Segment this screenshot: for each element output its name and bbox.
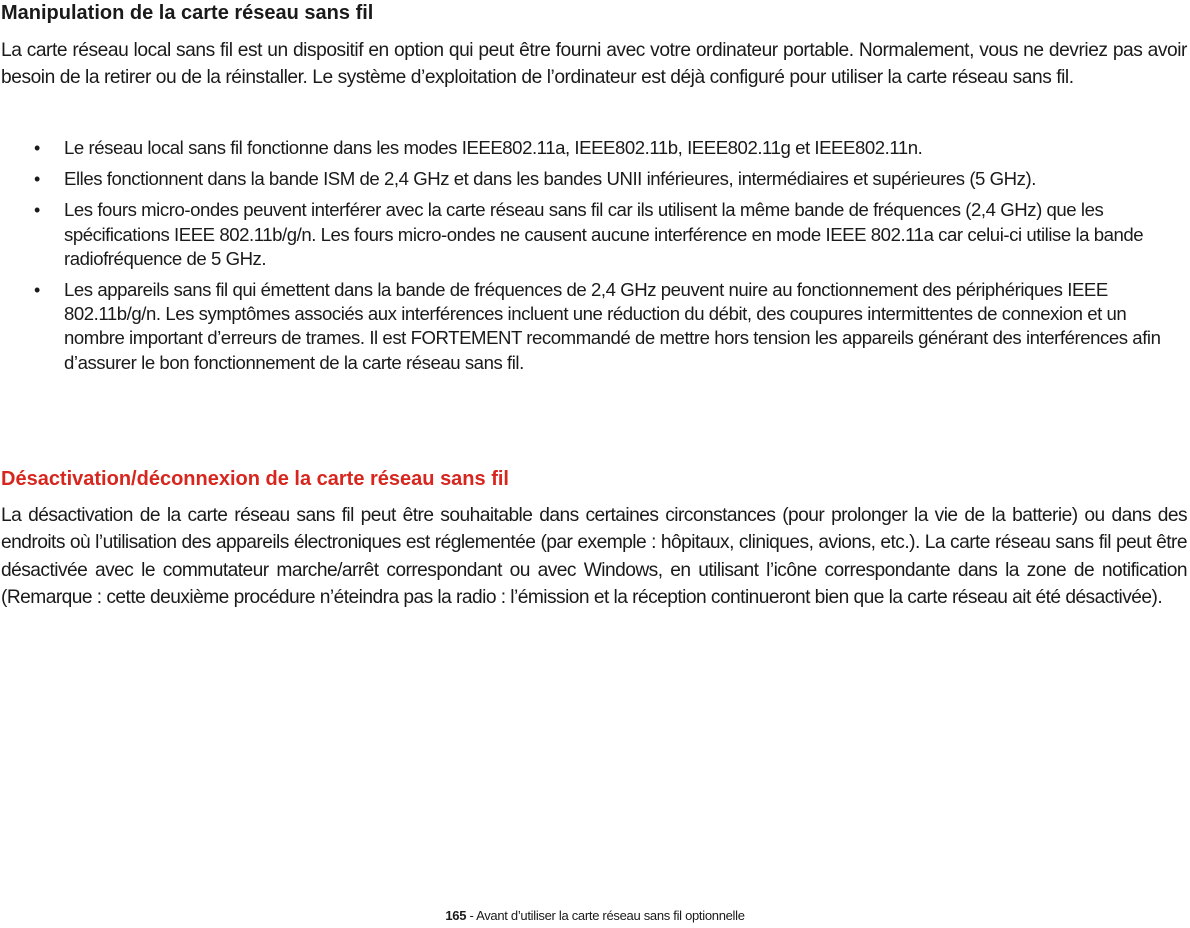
deactivation-paragraph: La désactivation de la carte réseau sans fil peut être souhaitable dans certaines circonstances (pour prolonger la vie de la batterie) ou dans des endroits où l’utilisation des appareils électroniques est réglementée (par exemple : hôpitaux, cliniques, avions, etc.). La carte réseau sans fil peut être désactivée avec le commutateur marche/arrêt correspondant ou avec Windows, en utilisant l’icône correspondante dans la zone de notification (Remarque : cette deuxième procédure n’éteindra pas la radio : l’émission et la réception continueront bien que la carte réseau ait été désactivée). bbox=[1, 505, 1187, 608]
bullet-icon: • bbox=[34, 169, 40, 190]
list-item bbox=[0, 136, 1189, 160]
section-title-deactivation: Désactivation/déconnexion de la carte réseau sans fil bbox=[1, 468, 509, 490]
bullet-icon: • bbox=[34, 138, 40, 158]
footer-separator: - bbox=[466, 908, 477, 923]
list-item-text: Les fours micro-ondes peuvent interférer avec la carte réseau sans fil car ils utilisent la même bande de fréquences (2,4 GHz) que les spécifications IEEE 802.11b/g/n. Les fours micro-ondes ne causent aucune interférence en mode IEEE 802.11a car celui-ci utilise la bande radiofréquence de 5 GHz. bbox=[64, 199, 1144, 269]
list-item-text: Elles fonctionnent dans la bande ISM de 2,4 GHz et dans les bandes UNII inférieures, intermédiaires et supérieures (5 GHz). bbox=[64, 168, 1036, 190]
intro-paragraph: La carte réseau local sans fil est un dispositif en option qui peut être fourni avec votre ordinateur portable. Normalement, vous ne devriez pas avoir besoin de la retirer ou de la réinstaller. Le système d’exploitation de l’ordinateur est déjà configuré pour utiliser la carte réseau sans fil. bbox=[1, 40, 1187, 89]
list-item bbox=[0, 198, 1189, 271]
list-item-text: Les appareils sans fil qui émettent dans la bande de fréquences de 2,4 GHz peuvent nuire au fonctionnement des périphériques IEEE 802.11b/g/n. Les symptômes associés aux interférences incluent une réduction du débit, des coupures intermittentes de connexion et un nombre important d’erreurs de trames. Il est FORTEMENT recommandé de mettre hors tension les appareils générant des interférences afin d’assurer le bon fonctionnement de la carte réseau sans fil. bbox=[64, 279, 1161, 373]
bullet-icon: • bbox=[34, 280, 40, 301]
list-item bbox=[0, 167, 1189, 191]
page-footer bbox=[0, 908, 1190, 924]
page-number: 165 bbox=[445, 908, 467, 923]
bullet-icon: • bbox=[34, 200, 40, 221]
section-title-handling: Manipulation de la carte réseau sans fil bbox=[1, 2, 374, 24]
bullet-list bbox=[0, 136, 1190, 382]
list-item bbox=[0, 278, 1189, 375]
footer-text: Avant d’utiliser la carte réseau sans fil optionnelle bbox=[476, 908, 745, 923]
list-item-text: Le réseau local sans fil fonctionne dans les modes IEEE802.11a, IEEE802.11b, IEEE802.11g et IEEE802.11n. bbox=[64, 137, 923, 158]
